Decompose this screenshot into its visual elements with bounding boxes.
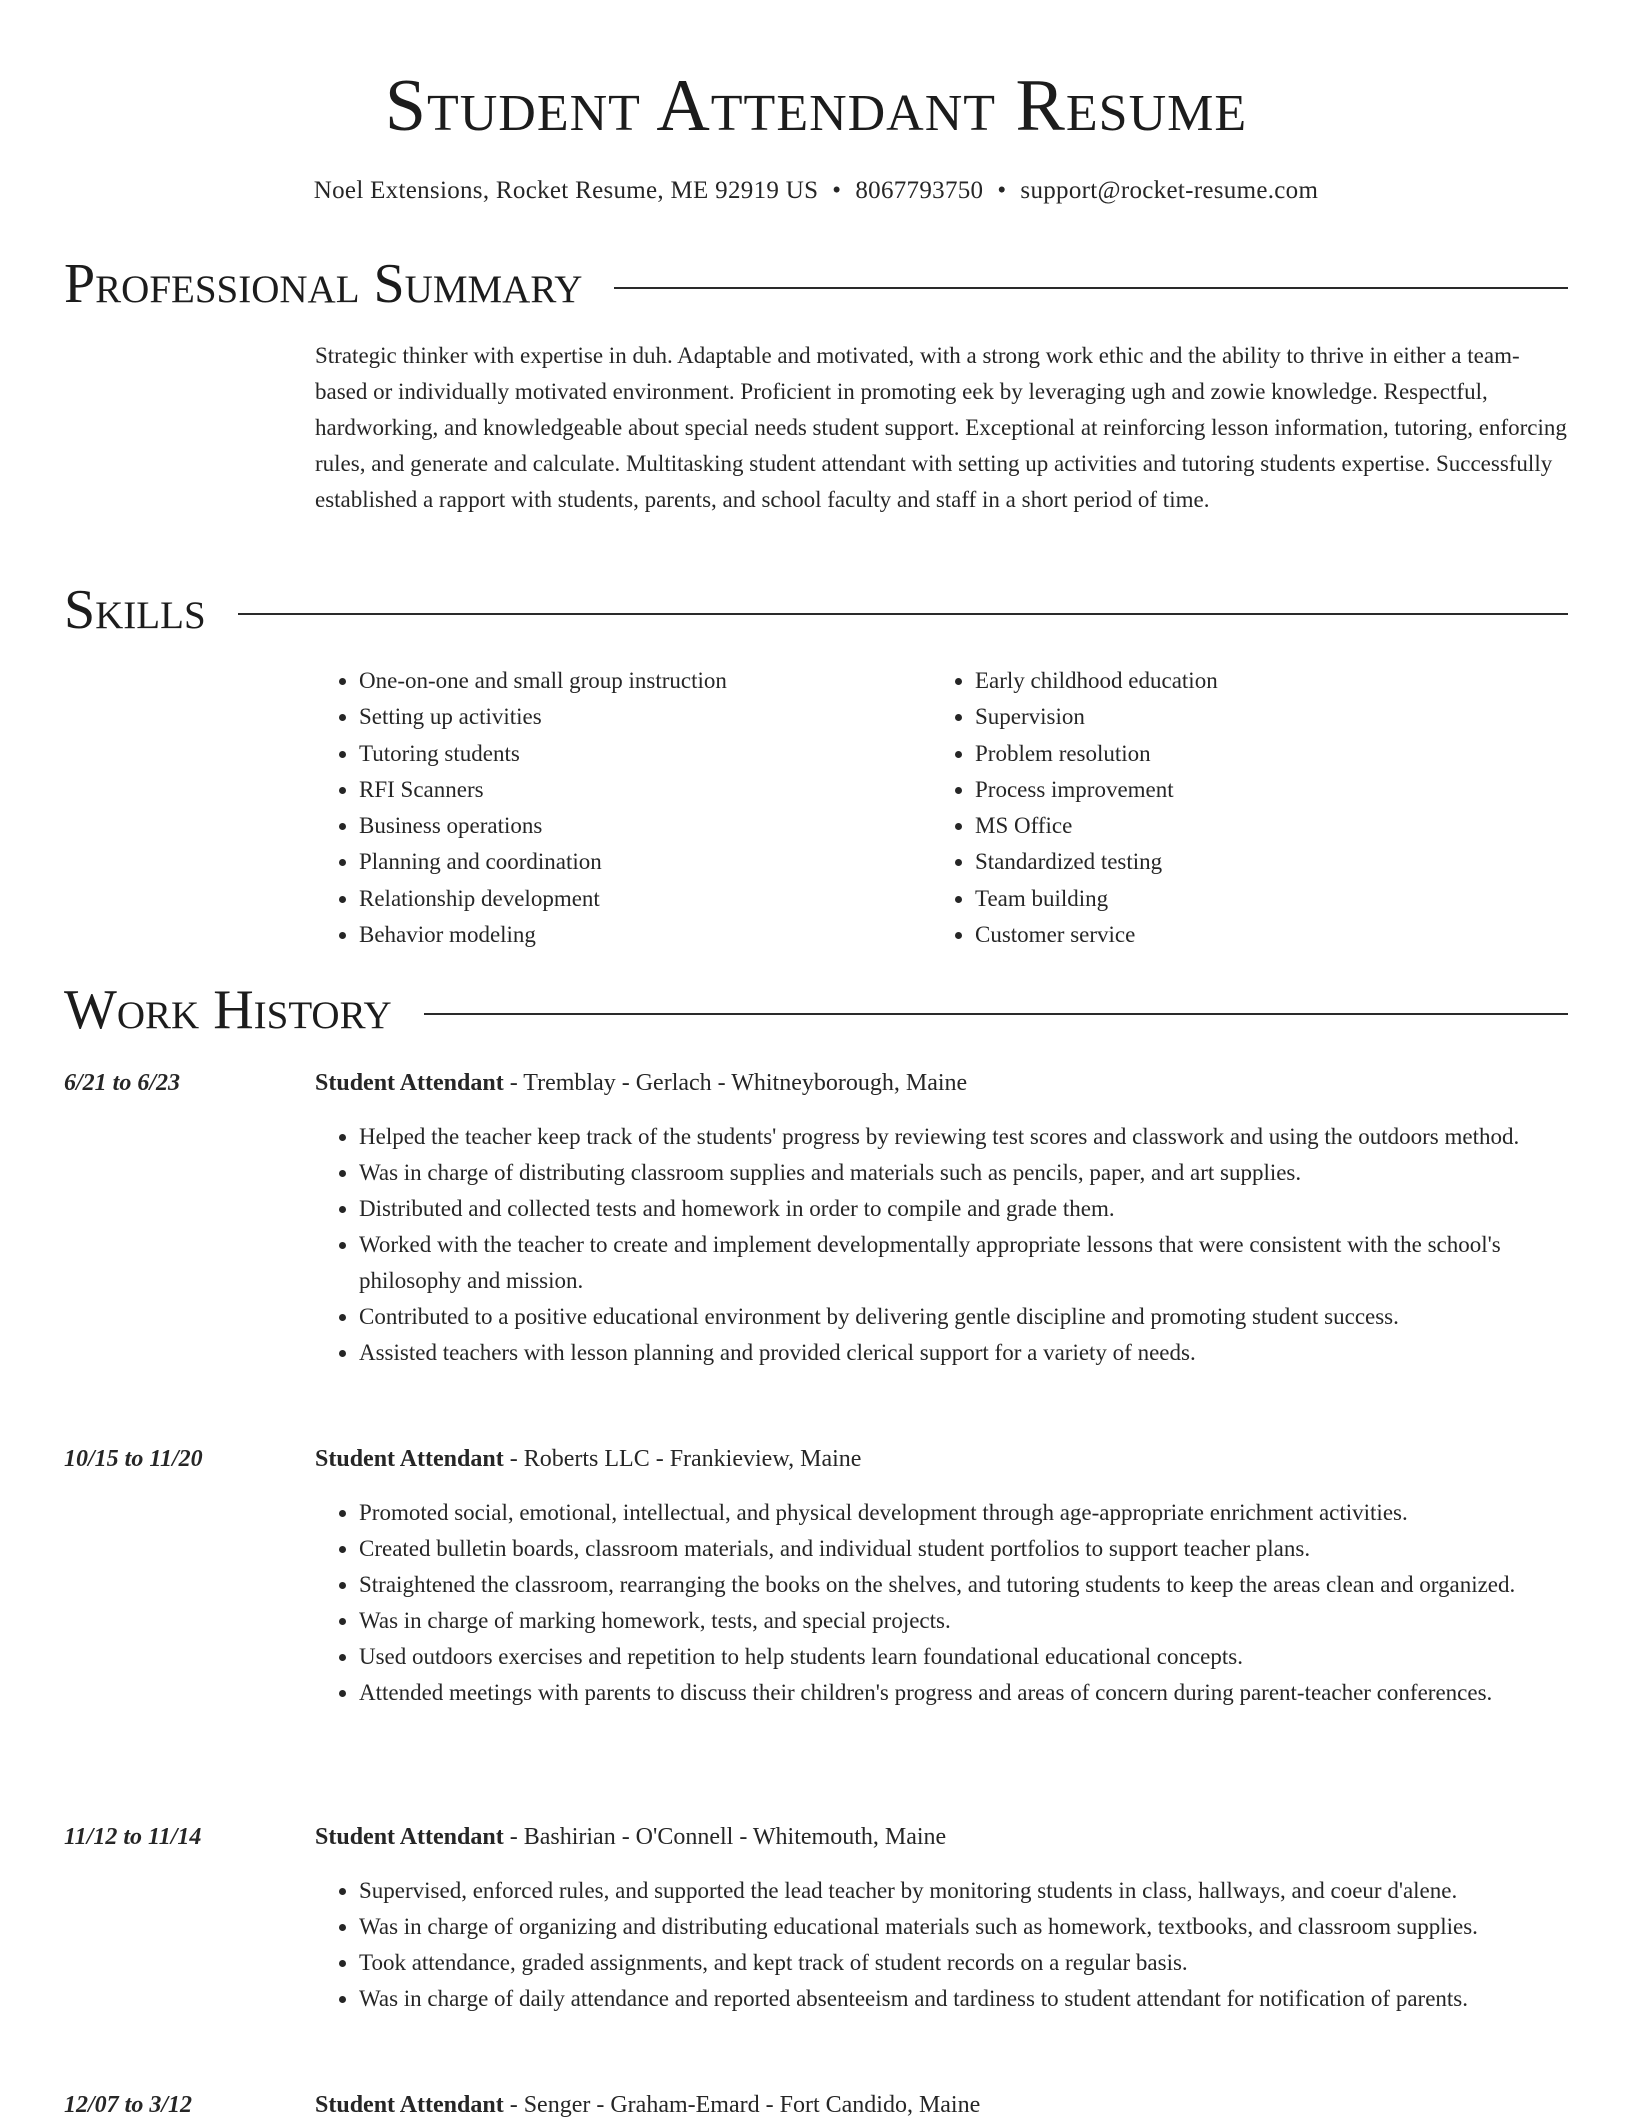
skill-item: • MS Office bbox=[975, 808, 1547, 844]
skills-list bbox=[315, 663, 1568, 953]
job-bullet: • Helped the teacher keep track of the students' progress by reviewing test scores and classwork and using the outdoors method. bbox=[359, 1119, 1568, 1155]
job-role: Student Attendant bbox=[315, 1446, 504, 1472]
section-divider bbox=[424, 1013, 1568, 1015]
job-bullet: • Was in charge of distributing classroom supplies and materials such as pencils, paper, and art supplies. bbox=[359, 1155, 1568, 1191]
skills-section-header bbox=[64, 578, 1568, 642]
job-bullet: • Supervised, enforced rules, and supported the lead teacher by monitoring students in class, hallways, and coeur d'alene. bbox=[359, 1873, 1568, 1909]
skill-item: • Relationship development bbox=[359, 881, 931, 917]
job-role: Student Attendant bbox=[315, 2092, 504, 2118]
contact-line bbox=[0, 174, 1632, 208]
job-bullet: • Worked with the teacher to create and implement developmentally appropriate lessons that were consistent with the school's philosophy and mission. bbox=[359, 1227, 1568, 1299]
skill-item: • Supervision bbox=[975, 699, 1547, 735]
job-bullet: • Used outdoors exercises and repetition to help students learn foundational educational concepts. bbox=[359, 1639, 1568, 1675]
contact-separator: • bbox=[832, 177, 842, 204]
job-employer: - Bashirian - O'Connell - Whitemouth, Maine bbox=[503, 1824, 947, 1850]
skill-item: • Early childhood education bbox=[975, 663, 1547, 699]
job-role: Student Attendant bbox=[315, 1824, 504, 1850]
summary-text: Strategic thinker with expertise in duh. Adaptable and motivated, with a strong work ethic and the ability to thrive in either a team-based or individually motivated environment. Proficient in promoting eek by leveraging ugh and zowie knowledge. Respectful, hardworking, and knowledgeable about special needs student support. Exceptional at reinforcing lesson information, tutoring, enforcing rules, and generate and calculate. Multitasking student attendant with setting up activities and tutoring students expertise. Successfully established a rapport with students, parents, and school faculty and staff in a short period of time. bbox=[315, 343, 1567, 512]
section-divider bbox=[238, 613, 1568, 615]
contact-email: support@rocket-resume.com bbox=[1020, 177, 1319, 204]
work-heading: Work History bbox=[64, 979, 392, 1041]
job-dates: 10/15 to 11/20 bbox=[64, 1446, 203, 1472]
work-section-header bbox=[64, 978, 1568, 1042]
job-bullet: • Took attendance, graded assignments, and kept track of student records on a regular basis. bbox=[359, 1945, 1568, 1981]
summary-heading: Professional Summary bbox=[64, 253, 583, 315]
job-bullet: • Assisted teachers with lesson planning and provided clerical support for a variety of needs. bbox=[359, 1335, 1568, 1371]
job-header bbox=[315, 2087, 980, 2123]
contact-separator: • bbox=[997, 177, 1007, 204]
job-employer: - Roberts LLC - Frankieview, Maine bbox=[503, 1446, 862, 1472]
skills-heading: Skills bbox=[64, 579, 206, 641]
job-bullets bbox=[315, 1495, 1568, 1711]
skill-item: • Setting up activities bbox=[359, 699, 931, 735]
summary-section-header bbox=[64, 252, 1568, 316]
job-bullet: • Contributed to a positive educational environment by delivering gentle discipline and promoting student success. bbox=[359, 1299, 1568, 1335]
resume-title: Student Attendant Resume bbox=[384, 65, 1248, 147]
skill-item: • Problem resolution bbox=[975, 736, 1547, 772]
job-bullets bbox=[315, 1873, 1568, 2017]
skill-item: • Business operations bbox=[359, 808, 931, 844]
contact-phone: 8067793750 bbox=[855, 177, 984, 204]
skill-item: • Process improvement bbox=[975, 772, 1547, 808]
job-employer: - Senger - Graham-Emard - Fort Candido, Maine bbox=[503, 2092, 981, 2118]
skill-item: • Customer service bbox=[975, 917, 1547, 953]
job-header bbox=[315, 1065, 967, 1101]
skill-item: • RFI Scanners bbox=[359, 772, 931, 808]
skill-item: • Standardized testing bbox=[975, 844, 1547, 880]
job-dates: 12/07 to 3/12 bbox=[64, 2092, 193, 2118]
skill-item: • Behavior modeling bbox=[359, 917, 931, 953]
job-header bbox=[315, 1819, 946, 1855]
section-divider bbox=[614, 287, 1568, 289]
job-bullet: • Was in charge of daily attendance and reported absenteeism and tardiness to student attendant for notification of parents. bbox=[359, 1981, 1568, 2017]
job-bullet: • Distributed and collected tests and homework in order to compile and grade them. bbox=[359, 1191, 1568, 1227]
job-bullet: • Attended meetings with parents to discuss their children's progress and areas of concern during parent-teacher conferences. bbox=[359, 1675, 1568, 1711]
job-dates: 11/12 to 11/14 bbox=[64, 1824, 202, 1850]
job-bullet: • Was in charge of organizing and distributing educational materials such as homework, textbooks, and classroom supplies. bbox=[359, 1909, 1568, 1945]
job-bullet: • Promoted social, emotional, intellectual, and physical development through age-appropriate enrichment activities. bbox=[359, 1495, 1568, 1531]
job-bullet: • Straightened the classroom, rearranging the books on the shelves, and tutoring students to keep the areas clean and organized. bbox=[359, 1567, 1568, 1603]
job-bullets bbox=[315, 1119, 1568, 1371]
job-employer: - Tremblay - Gerlach - Whitneyborough, Maine bbox=[503, 1070, 968, 1096]
skill-item: • Planning and coordination bbox=[359, 844, 931, 880]
job-bullet: • Was in charge of marking homework, tests, and special projects. bbox=[359, 1603, 1568, 1639]
skill-item: • Team building bbox=[975, 881, 1547, 917]
contact-address: Noel Extensions, Rocket Resume, ME 92919 US bbox=[313, 177, 819, 204]
skills-column-left bbox=[315, 663, 931, 953]
skill-item: • One-on-one and small group instruction bbox=[359, 663, 931, 699]
skills-column-right bbox=[931, 663, 1547, 953]
skill-item: • Tutoring students bbox=[359, 736, 931, 772]
job-dates: 6/21 to 6/23 bbox=[64, 1070, 181, 1096]
job-role: Student Attendant bbox=[315, 1070, 504, 1096]
job-bullet: • Created bulletin boards, classroom materials, and individual student portfolios to support teacher plans. bbox=[359, 1531, 1568, 1567]
job-header bbox=[315, 1441, 861, 1477]
